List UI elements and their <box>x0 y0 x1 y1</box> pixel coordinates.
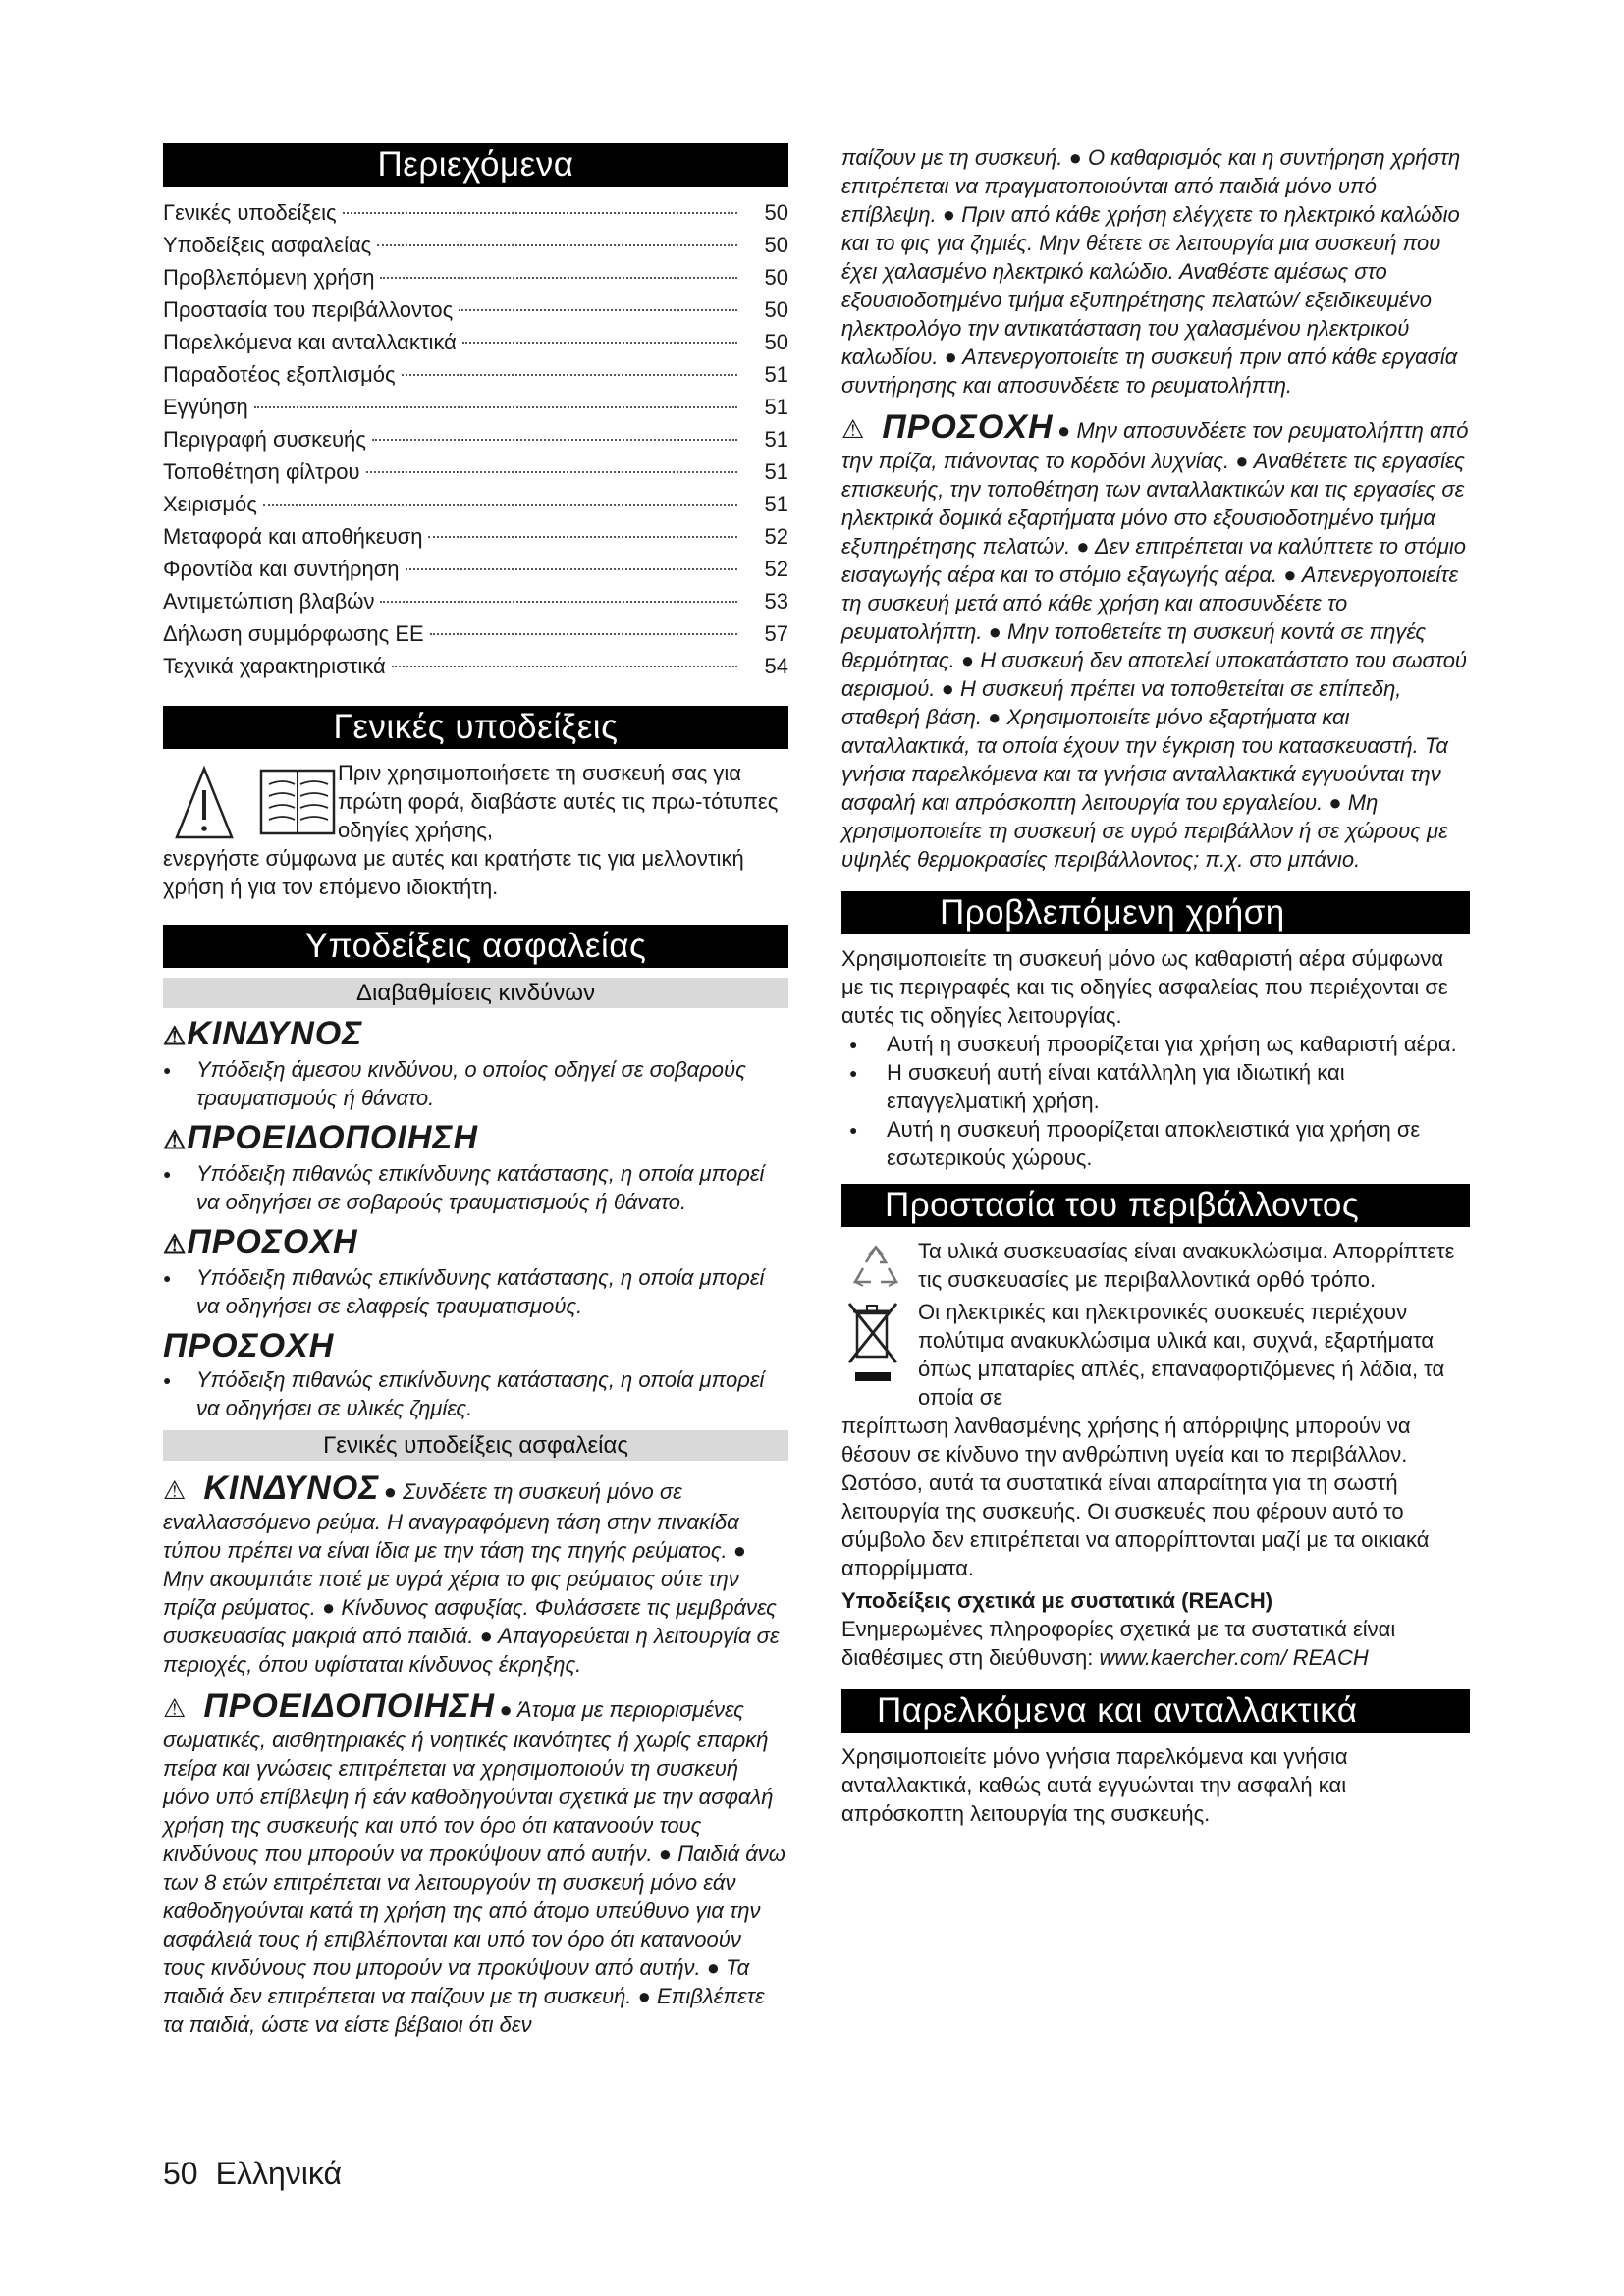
warning-text-continued: παίζουν με τη συσκευή. ● Ο καθαρισμός και η συντήρηση χρήστη επιτρέπεται να πραγματοποιούνται από παιδιά μόνο υπό επίβλεψη. ● Πριν από κάθε χρήση ελέγχετε το ηλεκτρικό καλώδιο και το φις για ζημιές. Μην θέτετε σε λειτουργία μια συσκευή που έχει χαλασμένο ηλεκτρικό καλώδιο. Αναθέστε αμέσως στο εξουσιοδοτημένο τμήμα εξυπηρέτησης πελατών/ εξειδικευμένο ηλεκτρολόγο την αντικατάσταση του χαλασμένου ηλεκτρικού καλωδίου. ● Απενεργοποιείτε τη συσκευή πριν από κάθε εργασία συντήρησης και αποσυνδέετε το ρευματολήπτη. <box>841 145 1461 398</box>
hazard-levels <box>163 1014 788 1422</box>
toc-item[interactable] <box>163 229 788 261</box>
danger-notice <box>163 1468 788 1679</box>
caution-text: ● Μην αποσυνδέετε τον ρευματολήπτη από την πρίζα, πιάνοντας το κορδόνι λυχνίας. ● Αναθέτετε τις εργασίες επισκευής, την τοποθέτηση των ανταλλακτικών και τις εργασίες σε ηλεκτρικά δομικά εξαρτήματα μόνο στο εξουσιοδοτημένο τμήμα εξυπηρέτησης πελατών. ● Δεν επιτρέπεται να καλύπτετε το στόμιο εισαγωγής αέρα και το στόμιο εξαγωγής αέρα. ● Απενεργοποιείτε τη συσκευή μετά από κάθε χρήση και αποσυνδέετε το ρευματολήπτη. ● Μην τοποθετείτε τη συσκευή κοντά σε πηγές θερμότητας. ● Η συσκευή δεν αποτελεί υποκατάστατο του σωστού αερισμού. ● Η συσκευή πρέπει να τοποθετείται σε επίπεδη, σταθερή βάση. ● Χρησιμοποιείτε μόνο εξαρτήματα και ανταλλακτικά, τα οποία έχουν την έγκριση του κατασκευαστή. Τα γνήσια παρελκόμενα και τα γνήσια ανταλλακτικά εγγυούνται την ασφαλή και απρόσκοπτη λειτουργία του εργαλείου. ● Μη χρησιμοποιείτε τη συσκευή σε υγρό περιβάλλον ή σε χώρους με υψηλές θερμοκρασίες περιβάλλοντος; π.χ. στο μπάνιο. <box>841 418 1469 872</box>
toc-item-label: Παραδοτέος εξοπλισμός <box>163 362 396 387</box>
hazard-level-heading <box>163 1118 788 1159</box>
general-intro-rest: ενεργήστε σύμφωνα με αυτές και κρατήστε τις για μελλοντική χρήση ή για τον επόμενο ιδιοκτήτη. <box>163 846 744 899</box>
toc-item-page: 51 <box>764 459 788 484</box>
hazard-level-text: ● Υπόδειξη άμεσου κινδύνου, ο οποίος οδηγεί σε σοβαρούς τραυματισμούς ή θάνατο. <box>163 1055 788 1112</box>
toc-item[interactable] <box>163 391 788 423</box>
toc-item-page: 54 <box>764 654 788 678</box>
toc-item-label: Χειρισμός <box>163 492 257 516</box>
hazard-level-label: ΠΡΟΕΙΔΟΠΟΙΗΣΗ <box>187 1119 478 1156</box>
toc-item[interactable] <box>163 261 788 294</box>
hazard-level-heading <box>163 1326 788 1365</box>
weee-text: Οι ηλεκτρικές και ηλεκτρονικές συσκευές περιέχουν πολύτιμα ανακυκλώσιμα υλικά και, συχνά, εξαρτήματα όπως μπαταρίες απλές, επαναφορτιζόμενες ή λάδια, τα οποία σε <box>918 1300 1445 1410</box>
toc-item-label: Τεχνικά χαρακτηριστικά <box>163 654 386 678</box>
toc-item-page: 50 <box>764 330 788 354</box>
accessories-text: Χρησιμοποιείτε μόνο γνήσια παρελκόμενα και γνήσια ανταλλακτικά, καθώς αυτά εγγυώνται την ασφαλή και απρόσκοπτη λειτουργία της συσκευής. <box>841 1744 1348 1826</box>
warning-triangle-icon: ⚠ <box>163 1021 188 1050</box>
warning-triangle-icon: ⚠ <box>841 414 865 444</box>
weee-notice <box>841 1298 1470 1412</box>
toc-item[interactable] <box>163 358 788 391</box>
hazard-level-text: ● Υπόδειξη πιθανώς επικίνδυνης κατάστασης, η οποία μπορεί να οδηγήσει σε ελαφρείς τραυματισμούς. <box>163 1263 788 1320</box>
toc-item-label: Εγγύηση <box>163 395 248 419</box>
general-safety-title: Γενικές υποδείξεις ασφαλείας <box>163 1430 788 1461</box>
recycle-icon <box>851 1241 900 1290</box>
toc-item-page: 51 <box>764 492 788 516</box>
intended-use-list <box>841 1030 1470 1172</box>
general-intro-text: Πριν χρησιμοποιήσετε τη συσκευή σας για πρώτη φορά, διαβάστε αυτές τις πρω-τότυπες οδηγίες χρήσης, <box>338 761 779 842</box>
toc-dot-leader <box>366 471 737 473</box>
warning-notice <box>163 1686 788 2039</box>
toc-item[interactable] <box>163 650 788 682</box>
recycle-notice <box>841 1237 1470 1294</box>
general-notes-title: Γενικές υποδείξεις <box>163 706 788 749</box>
hazard-level-label: ΚΙΝΔΥΝΟΣ <box>187 1015 363 1052</box>
toc-item[interactable] <box>163 585 788 617</box>
recycle-text: Τα υλικά συσκευασίας είναι ανακυκλώσιμα. Απορρίπτετε τις συσκευασίες με περιβαλλοντικά ορθό τρόπο. <box>918 1239 1455 1292</box>
toc-item-label: Φροντίδα και συντήρηση <box>163 557 400 581</box>
warning-heading: ΠΡΟΕΙΔΟΠΟΙΗΣΗ <box>203 1687 495 1725</box>
toc-item[interactable] <box>163 294 788 326</box>
toc-dot-leader <box>392 666 737 667</box>
toc-item[interactable] <box>163 520 788 553</box>
toc-dot-leader <box>459 309 737 311</box>
warning-triangle-icon: ⚠ <box>163 1475 187 1505</box>
environment-title: Προστασία του περιβάλλοντος <box>841 1184 1470 1227</box>
toc-dot-leader <box>462 342 737 344</box>
toc-item-label: Γενικές υποδείξεις <box>163 200 337 225</box>
toc-dot-leader <box>372 439 737 441</box>
intended-use-item: ● Αυτή η συσκευή προορίζεται αποκλειστικά για χρήση σε εσωτερικούς χώρους. <box>841 1115 1470 1172</box>
toc-item-label: Παρελκόμενα και ανταλλακτικά <box>163 330 457 354</box>
toc-item[interactable] <box>163 553 788 585</box>
left-column <box>163 143 788 2039</box>
toc-item-page: 51 <box>764 362 788 387</box>
reach-link[interactable]: www.kaercher.com/ REACH <box>1099 1645 1369 1670</box>
hazard-level-text: ● Υπόδειξη πιθανώς επικίνδυνης κατάστασης, η οποία μπορεί να οδηγήσει σε υλικές ζημίες. <box>163 1365 788 1422</box>
toc-item-page: 52 <box>764 524 788 549</box>
warning-text: ● Άτομα με περιορισμένες σωματικές, αισθητηριακές ή νοητικές ικανότητες ή χωρίς επαρκή πείρα και γνώσεις επιτρέπεται να χρησιμοποιούν τη συσκευή μόνο υπό επίβλεψη ή εάν καθοδηγούνται σχετικά με την ασφαλή χρήση της συσκευής και υπό τον όρο ότι κατανοούν τους κινδύνους που μπορούν να προκύψουν από αυτήν. ● Παιδιά άνω των 8 ετών επιτρέπεται να λειτουργούν τη συσκευή μόνο εάν καθοδηγούνται κατά τη χρήση της από άτομο υπεύθυνο για την ασφάλειά τους ή επιβλέπονται και υπό τον όρο ότι κατανοούν τους κινδύνους που μπορούν να προκύψουν από αυτήν. ● Τα παιδιά δεν επιτρέπεται να παίζουν με τη συσκευή. ● Επιβλέπετε τα παιδιά, ώστε να είστε βέβαιοι ότι δεν <box>163 1697 785 2037</box>
toc-item-label: Προστασία του περιβάλλοντος <box>163 297 454 322</box>
intended-use-title: Προβλεπόμενη χρήση <box>841 891 1470 934</box>
toc-item[interactable] <box>163 326 788 358</box>
toc-item-page: 53 <box>764 589 788 614</box>
weee-text-continued: περίπτωση λανθασμένης χρήσης ή απόρριψης μπορούν να θέσουν σε κίνδυνο την ανθρώπινη υγεία και το περιβάλλον. Ωστόσο, αυτά τα συστατικά είναι απαραίτητα για τη σωστή λειτουργία της συσκευής. Οι συσκευές που φέρουν αυτό το σύμβολο δεν επιτρέπεται να απορρίπτονται μαζί με τα οικιακά απορρίμματα. <box>841 1414 1430 1580</box>
toc-item-label: Περιγραφή συσκευής <box>163 427 366 452</box>
warning-triangle-icon: ⚠ <box>163 1693 187 1723</box>
toc-item[interactable] <box>163 488 788 520</box>
intended-use-text: Χρησιμοποιείτε τη συσκευή μόνο ως καθαριστή αέρα σύμφωνα με τις περιγραφές και τις οδηγίες ασφαλείας που περιέχονται σε αυτές τις οδηγίες λειτουργίας. <box>841 946 1448 1028</box>
toc-item-label: Μεταφορά και αποθήκευση <box>163 524 423 549</box>
toc-item-page: 57 <box>764 621 788 646</box>
caution-heading: ΠΡΟΣΟΧΗ <box>882 408 1054 446</box>
toc-item[interactable] <box>163 455 788 488</box>
table-of-contents <box>163 196 788 682</box>
toc-title: Περιεχόμενα <box>163 143 788 187</box>
accessories-title: Παρελκόμενα και ανταλλακτικά <box>841 1689 1470 1733</box>
right-column <box>841 143 1470 1828</box>
toc-item-page: 50 <box>764 297 788 322</box>
toc-item-label: Υποδείξεις ασφαλείας <box>163 233 372 257</box>
safety-title: Υποδείξεις ασφαλείας <box>163 925 788 968</box>
intended-use-item: ● Αυτή η συσκευή προορίζεται για χρήση ως καθαριστή αέρα. <box>841 1030 1470 1058</box>
toc-dot-leader <box>263 504 737 506</box>
warning-manual-icon <box>175 765 342 843</box>
hazard-levels-title: Διαβαθμίσεις κινδύνων <box>163 978 788 1008</box>
toc-dot-leader <box>430 633 737 635</box>
toc-dot-leader <box>406 568 737 570</box>
toc-item-page: 51 <box>764 395 788 419</box>
toc-dot-leader <box>343 212 737 214</box>
reach-title: Υποδείξεις σχετικά με συστατικά (REACH) <box>841 1588 1273 1613</box>
hazard-level-label: ΠΡΟΣΟΧΗ <box>187 1223 358 1260</box>
toc-item-page: 50 <box>764 233 788 257</box>
hazard-level-text: ● Υπόδειξη πιθανώς επικίνδυνης κατάστασης, η οποία μπορεί να οδηγήσει σε σοβαρούς τραυματισμούς ή θάνατο. <box>163 1159 788 1216</box>
toc-item[interactable] <box>163 423 788 455</box>
toc-item-page: 50 <box>764 265 788 290</box>
general-intro <box>163 759 788 844</box>
caution-notice <box>841 407 1470 874</box>
toc-item[interactable] <box>163 617 788 650</box>
toc-item-page: 51 <box>764 427 788 452</box>
intended-use-item: ● Η συσκευή αυτή είναι κατάλληλη για ιδιωτική και επαγγελματική χρήση. <box>841 1058 1470 1115</box>
hazard-level-heading <box>163 1222 788 1263</box>
toc-dot-leader <box>380 601 737 603</box>
danger-text: ● Συνδέετε τη συσκευή μόνο σε εναλλασσόμενο ρεύμα. Η αναγραφόμενη τάση στην πινακίδα τύπου πρέπει να είναι ίδια με την τάση της πηγής ρεύματος. ● Μην ακουμπάτε ποτέ με υγρά χέρια το φις ρεύματος ούτε την πρίζα ρεύματος. ● Κίνδυνος ασφυξίας. Φυλάσσετε τις μεμβράνες συσκευασίας μακριά από παιδιά. ● Απαγορεύεται η λειτουργία σε περιοχές, όπου υφίσταται κίνδυνος έκρηξης. <box>163 1479 780 1677</box>
toc-dot-leader <box>254 406 737 408</box>
toc-dot-leader <box>402 374 737 376</box>
toc-item-label: Προβλεπόμενη χρήση <box>163 265 375 290</box>
hazard-level-heading <box>163 1014 788 1055</box>
warning-triangle-icon: ⚠ <box>163 1125 188 1154</box>
reach-paragraph <box>841 1615 1470 1672</box>
toc-item[interactable] <box>163 196 788 229</box>
toc-dot-leader <box>380 277 737 279</box>
page-footer <box>163 2156 359 2192</box>
toc-item-label: Αντιμετώπιση βλαβών <box>163 589 375 614</box>
hazard-level-label: ΠΡΟΣΟΧΗ <box>163 1327 335 1364</box>
page-number: 50 <box>163 2156 198 2191</box>
crossed-bin-icon <box>845 1300 900 1386</box>
toc-dot-leader <box>377 244 737 246</box>
toc-item-label: Τοποθέτηση φίλτρου <box>163 459 360 484</box>
warning-triangle-icon: ⚠ <box>163 1229 188 1258</box>
page-language: Ελληνικά <box>215 2156 342 2191</box>
danger-heading: ΚΙΝΔΥΝΟΣ <box>203 1469 380 1507</box>
toc-item-page: 52 <box>764 557 788 581</box>
toc-dot-leader <box>428 536 737 538</box>
reach-text: Ενημερωμένες πληροφορίες σχετικά με τα συστατικά είναι διαθέσιμες στη διεύθυνση: <box>841 1617 1396 1670</box>
toc-item-page: 50 <box>764 200 788 225</box>
toc-item-label: Δήλωση συμμόρφωσης ΕΕ <box>163 621 424 646</box>
